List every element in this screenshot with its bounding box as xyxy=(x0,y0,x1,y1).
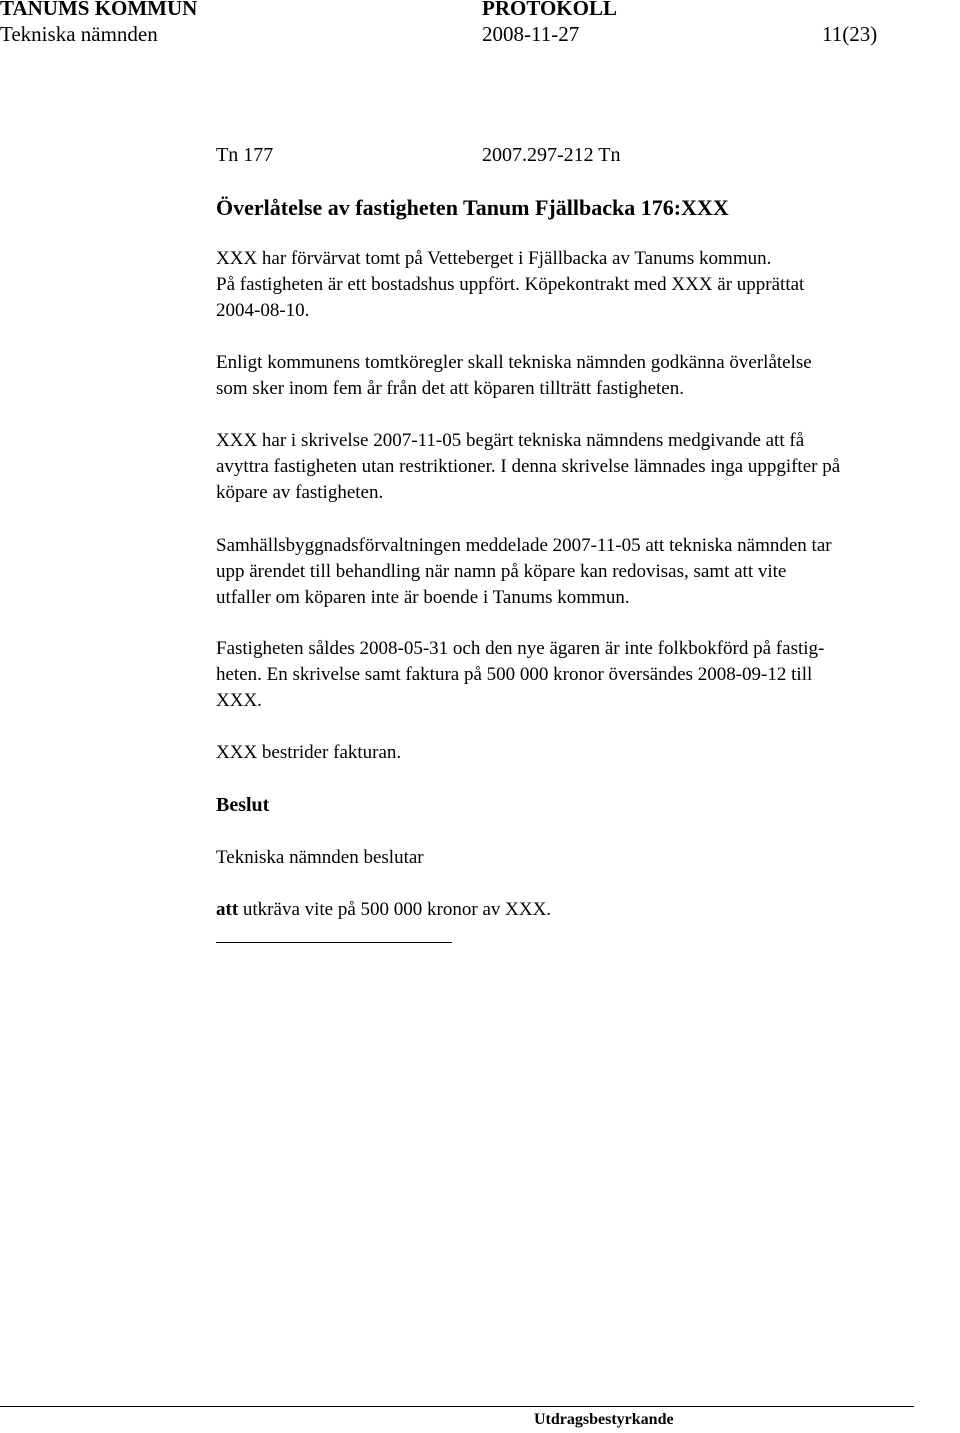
decision-heading: Beslut xyxy=(216,794,270,816)
att-keyword: att xyxy=(216,899,239,920)
case-title: Överlåtelse av fastigheten Tanum Fjällbacka 176:XXX xyxy=(216,195,729,220)
paragraph-4 xyxy=(216,533,951,611)
paragraph-1 xyxy=(216,246,951,324)
paragraph-line: som sker inom fem år från det att köparen tillträtt fastigheten. xyxy=(216,378,684,399)
diary-number: 2007.297-212 Tn xyxy=(482,144,621,166)
paragraph-line: heten. En skrivelse samt faktura på 500 000 kronor översändes 2008-09-12 till xyxy=(216,664,813,685)
decision-intro: Tekniska nämnden beslutar xyxy=(216,847,424,868)
document-type: PROTOKOLL xyxy=(482,0,617,20)
paragraph-5 xyxy=(216,636,951,714)
paragraph-3 xyxy=(216,428,951,506)
paragraph-line: upp ärendet till behandling när namn på köpare kan redovisas, samt att vite xyxy=(216,561,787,582)
paragraph-line: XXX bestrider fakturan. xyxy=(216,742,402,763)
paragraph-line: Enligt kommunens tomtköregler skall tekniska nämnden godkänna överlåtelse xyxy=(216,352,812,373)
paragraph-6 xyxy=(216,740,951,766)
paragraph-line: På fastigheten är ett bostadshus uppfört. Köpekontrakt med XXX är upprättat xyxy=(216,274,805,295)
paragraph-line: XXX har förvärvat tomt på Vetteberget i Fjällbacka av Tanums kommun. xyxy=(216,248,772,269)
paragraph-line: 2004-08-10. xyxy=(216,300,310,321)
paragraph-line: Samhällsbyggnadsförvaltningen meddelade 2007-11-05 att tekniska nämnden tar xyxy=(216,535,832,556)
decision-end-rule xyxy=(216,942,452,943)
org-name: TANUMS KOMMUN xyxy=(0,0,198,20)
paragraph-line: Fastigheten såldes 2008-05-31 och den nye ägaren är inte folkbokförd på fastig- xyxy=(216,638,825,659)
meeting-date: 2008-11-27 xyxy=(482,22,580,46)
footer-label: Utdragsbestyrkande xyxy=(534,1411,674,1428)
decision-text: utkräva vite på 500 000 kronor av XXX. xyxy=(238,899,552,920)
decision-line xyxy=(216,897,551,923)
committee-name: Tekniska nämnden xyxy=(0,22,158,46)
page-number: 11(23) xyxy=(822,22,878,46)
paragraph-line: XXX har i skrivelse 2007-11-05 begärt tekniska nämndens medgivande att få xyxy=(216,430,805,451)
paragraph-line: köpare av fastigheten. xyxy=(216,482,384,503)
section-number: Tn 177 xyxy=(216,144,274,166)
paragraph-line: XXX. xyxy=(216,690,262,711)
paragraph-line: utfaller om köparen inte är boende i Tanums kommun. xyxy=(216,587,630,608)
paragraph-line: avyttra fastigheten utan restriktioner. I denna skrivelse lämnades inga uppgifter på xyxy=(216,456,841,477)
paragraph-2 xyxy=(216,350,951,402)
footer-rule xyxy=(0,1406,914,1407)
